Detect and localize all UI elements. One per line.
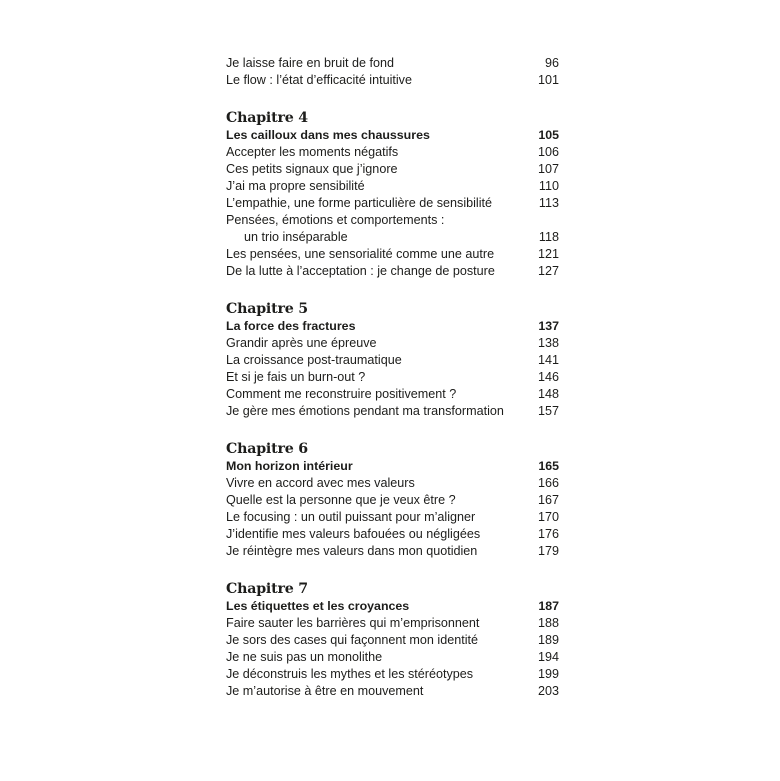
toc-entry bbox=[226, 263, 559, 280]
chapter-heading: Chapitre 6 bbox=[226, 441, 308, 457]
entry-page: 118 bbox=[538, 230, 559, 244]
chapter-title-entry bbox=[226, 458, 559, 475]
entry-page: 157 bbox=[537, 404, 559, 418]
toc-entry bbox=[226, 492, 559, 509]
toc-section-chapter-4 bbox=[226, 110, 559, 280]
entry-page: 101 bbox=[537, 73, 559, 87]
entry-page: 96 bbox=[544, 56, 559, 70]
entry-page: 165 bbox=[538, 459, 559, 473]
toc-entry bbox=[226, 178, 559, 195]
toc-entry bbox=[226, 632, 559, 649]
entry-title: Comment me reconstruire positivement ? bbox=[226, 387, 457, 401]
entry-title: Faire sauter les barrières qui m’emprisonnent bbox=[226, 616, 480, 630]
entry-title: un trio inséparable bbox=[244, 230, 348, 244]
chapter-heading: Chapitre 4 bbox=[226, 110, 308, 126]
toc-entry bbox=[226, 335, 559, 352]
entry-title: Le focusing : un outil puissant pour m’aligner bbox=[226, 510, 476, 524]
table-of-contents bbox=[226, 55, 559, 700]
toc-entry bbox=[226, 615, 559, 632]
toc-entry bbox=[226, 55, 559, 72]
toc-entry bbox=[226, 161, 559, 178]
toc-entry bbox=[226, 543, 559, 560]
toc-section-chapter-7 bbox=[226, 581, 559, 700]
entry-title: Les cailloux dans mes chaussures bbox=[226, 128, 430, 142]
toc-entry bbox=[226, 246, 559, 263]
entry-page: 176 bbox=[537, 527, 559, 541]
entry-page: 170 bbox=[537, 510, 559, 524]
toc-section-chapter-5 bbox=[226, 301, 559, 420]
entry-page: 121 bbox=[537, 247, 559, 261]
chapter-title-entry bbox=[226, 127, 559, 144]
toc-entry bbox=[226, 386, 559, 403]
entry-title: Grandir après une épreuve bbox=[226, 336, 377, 350]
toc-entry bbox=[226, 229, 559, 246]
entry-title: Je réintègre mes valeurs dans mon quotidien bbox=[226, 544, 478, 558]
chapter-title-entry bbox=[226, 598, 559, 615]
entry-page: 141 bbox=[537, 353, 559, 367]
entry-title: Ces petits signaux que j’ignore bbox=[226, 162, 398, 176]
toc-entry bbox=[226, 212, 559, 229]
toc-entry bbox=[226, 72, 559, 89]
entry-page: 187 bbox=[538, 599, 559, 613]
entry-page: 194 bbox=[537, 650, 559, 664]
entry-title: La force des fractures bbox=[226, 319, 356, 333]
toc-entry bbox=[226, 683, 559, 700]
entry-page: 138 bbox=[537, 336, 559, 350]
entry-page: 166 bbox=[537, 476, 559, 490]
toc-entry bbox=[226, 475, 559, 492]
toc-entry bbox=[226, 352, 559, 369]
entry-page: 113 bbox=[538, 196, 559, 210]
entry-page: 167 bbox=[537, 493, 559, 507]
entry-title: Je m’autorise à être en mouvement bbox=[226, 684, 424, 698]
entry-title: L’empathie, une forme particulière de sensibilité bbox=[226, 196, 493, 210]
entry-page: 188 bbox=[537, 616, 559, 630]
entry-title: Et si je fais un burn-out ? bbox=[226, 370, 366, 384]
entry-title: Vivre en accord avec mes valeurs bbox=[226, 476, 415, 490]
entry-page: 148 bbox=[537, 387, 559, 401]
entry-title: Quelle est la personne que je veux être ? bbox=[226, 493, 456, 507]
entry-page: 110 bbox=[538, 179, 559, 193]
entry-title: Je ne suis pas un monolithe bbox=[226, 650, 383, 664]
entry-title: Accepter les moments négatifs bbox=[226, 145, 399, 159]
chapter-title-entry bbox=[226, 318, 559, 335]
entry-title: J’identifie mes valeurs bafouées ou négligées bbox=[226, 527, 481, 541]
toc-entry bbox=[226, 526, 559, 543]
entry-title: Je déconstruis les mythes et les stéréotypes bbox=[226, 667, 474, 681]
entry-title: Je sors des cases qui façonnent mon identité bbox=[226, 633, 479, 647]
toc-entry bbox=[226, 195, 559, 212]
entry-page: 146 bbox=[537, 370, 559, 384]
toc-section-chapter-6 bbox=[226, 441, 559, 560]
entry-title: De la lutte à l’acceptation : je change de posture bbox=[226, 264, 495, 278]
entry-title: Les étiquettes et les croyances bbox=[226, 599, 410, 613]
entry-page: 107 bbox=[537, 162, 559, 176]
toc-entry bbox=[226, 144, 559, 161]
entry-page: 137 bbox=[538, 319, 559, 333]
entry-page: 203 bbox=[537, 684, 559, 698]
entry-title: Je laisse faire en bruit de fond bbox=[226, 56, 395, 70]
toc-entry bbox=[226, 369, 559, 386]
toc-section-continued bbox=[226, 55, 559, 89]
entry-page: 106 bbox=[537, 145, 559, 159]
toc-entry bbox=[226, 509, 559, 526]
chapter-heading: Chapitre 7 bbox=[226, 581, 308, 597]
entry-page: 179 bbox=[537, 544, 559, 558]
toc-entry bbox=[226, 649, 559, 666]
entry-title: La croissance post-traumatique bbox=[226, 353, 402, 367]
entry-title: Les pensées, une sensorialité comme une autre bbox=[226, 247, 495, 261]
entry-page: 199 bbox=[537, 667, 559, 681]
entry-title: Pensées, émotions et comportements : bbox=[226, 213, 445, 227]
toc-entry bbox=[226, 403, 559, 420]
chapter-heading: Chapitre 5 bbox=[226, 301, 308, 317]
entry-page: 189 bbox=[537, 633, 559, 647]
entry-page: 127 bbox=[537, 264, 559, 278]
entry-title: J’ai ma propre sensibilité bbox=[226, 179, 365, 193]
entry-page: 105 bbox=[538, 128, 559, 142]
toc-entry bbox=[226, 666, 559, 683]
entry-title: Mon horizon intérieur bbox=[226, 459, 353, 473]
entry-title: Le flow : l’état d’efficacité intuitive bbox=[226, 73, 412, 87]
entry-title: Je gère mes émotions pendant ma transformation bbox=[226, 404, 504, 418]
